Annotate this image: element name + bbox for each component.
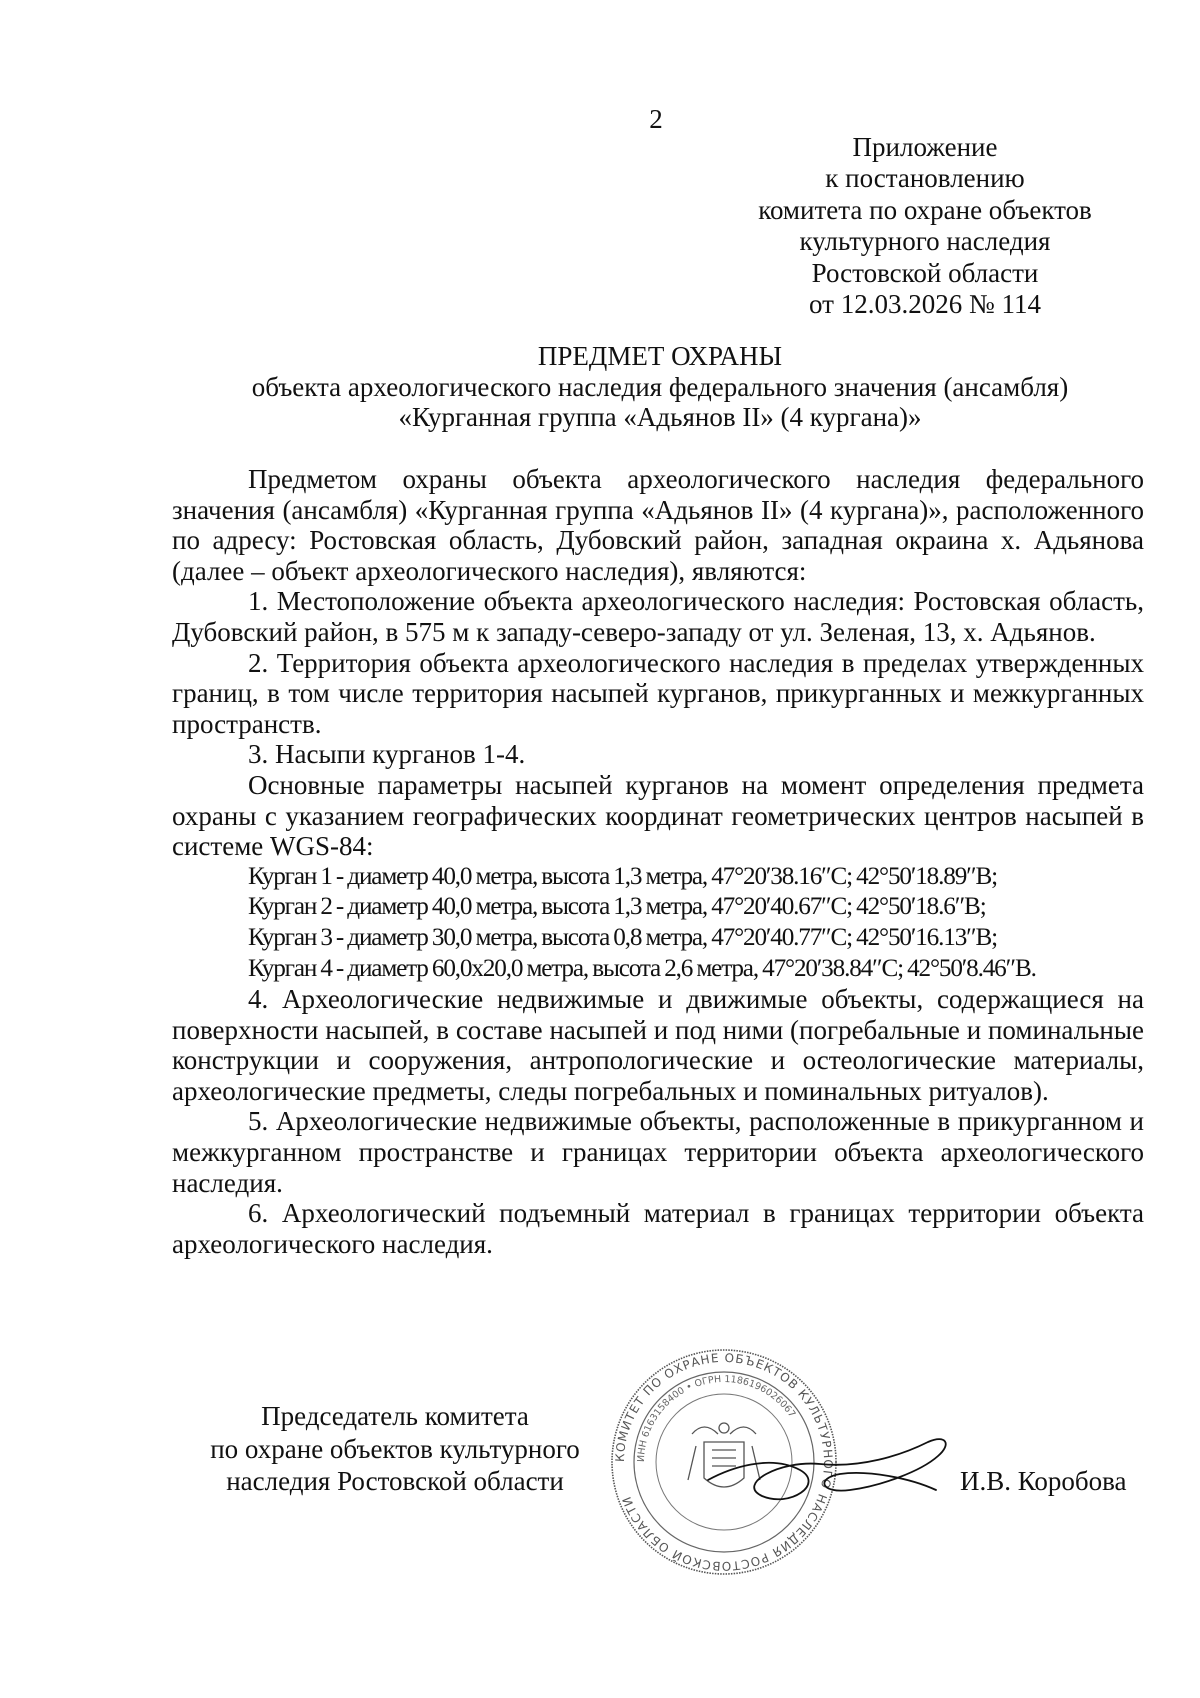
appendix-line: культурного наследия [799, 226, 1051, 257]
signer-position-line: по охране объектов культурного [210, 1433, 580, 1464]
appendix-line: к постановлению [825, 163, 1025, 194]
appendix-line: Ростовской области [811, 257, 1039, 288]
seal-outer-text: КОМИТЕТ ПО ОХРАНЕ ОБЪЕКТОВ КУЛЬТУРНОГО НАСЛЕДИЯ РОСТОВСКОЙ ОБЛАСТИ [612, 1350, 836, 1574]
appendix-header [740, 132, 1110, 320]
signer-position-line: Председатель комитета [261, 1401, 529, 1431]
kurgan-2-line: Курган 2 - диаметр 40,0 метра, высота 1,3 метра, 47°20′40.67″С; 42°50′18.6″В; [248, 893, 986, 921]
page-number: 2 [649, 104, 663, 134]
appendix-line: комитета по охране объектов [758, 194, 1092, 225]
signer-position [185, 1400, 605, 1498]
item-territory: 2. Территория объекта археологического наследия в пределах утвержденных границ, в том числе территория насыпей курганов, прикурганных и межкурганных пространств. [172, 647, 1144, 739]
item-surface-material: 6. Археологический подъемный материал в границах территории объекта археологического наследия. [172, 1198, 1144, 1259]
subtitle-line: «Курганная группа «Адьянов II» (4 кургана)» [398, 402, 922, 432]
item-location: 1. Местоположение объекта археологического наследия: Ростовская область, Дубовский район, в 575 м к западу-северо-западу от ул. Зеленая, 13, х. Адьянов. [172, 586, 1144, 647]
signer-name: И.В. Коробова [960, 1466, 1127, 1496]
kurgan-4-line: Курган 4 - диаметр 60,0х20,0 метра, высота 2,6 метра, 47°20′38.84″С; 42°50′8.46″В. [248, 954, 1036, 982]
appendix-date-number: от 12.03.2026 № 114 [809, 289, 1041, 320]
document-body [172, 464, 1144, 1259]
signer-position-line: наследия Ростовской области [226, 1466, 564, 1496]
document-subtitle [160, 372, 1160, 432]
appendix-line: Приложение [852, 132, 998, 162]
intro-paragraph: Предметом охраны объекта археологического наследия федерального значения (ансамбля) «Курганная группа «Адьянов II» (4 кургана)», расположенного по адресу: Ростовская область, Дубовский район, западная окраина х. Адьянова (далее – объект археологического наследия), являются: [172, 464, 1144, 586]
item-immovable-objects: 5. Археологические недвижимые объекты, расположенные в прикурганном и межкурганном пространстве и границах территории объекта археологического наследия. [172, 1106, 1144, 1198]
item-mounds: 3. Насыпи курганов 1-4. [248, 739, 526, 770]
subtitle-line: объекта археологического наследия федерального значения (ансамбля) [251, 372, 1069, 402]
document-title: ПРЕДМЕТ ОХРАНЫ [537, 341, 783, 371]
item-archaeological-objects: 4. Археологические недвижимые и движимые объекты, содержащиеся на поверхности насыпей, в составе насыпей и под ними (погребальные и поминальные конструкции и сооружения, антропологические и остеологические материалы, археологические предметы, следы погребальных и поминальных ритуалов). [172, 984, 1144, 1106]
parameters-paragraph: Основные параметры насыпей курганов на момент определения предмета охраны с указанием географических координат геометрических центров насыпей в системе WGS-84: [172, 769, 1144, 862]
kurgan-1-line: Курган 1 - диаметр 40,0 метра, высота 1,3 метра, 47°20′38.16″С; 42°50′18.89″В; [248, 862, 997, 890]
handwritten-signature [700, 1420, 960, 1530]
seal-inner-text: ИНН 6163158400 • ОГРН 1186196026067 [635, 1373, 798, 1463]
kurgan-3-line: Курган 3 - диаметр 30,0 метра, высота 0,8 метра, 47°20′40.77″С; 42°50′16.13″В; [248, 923, 997, 951]
